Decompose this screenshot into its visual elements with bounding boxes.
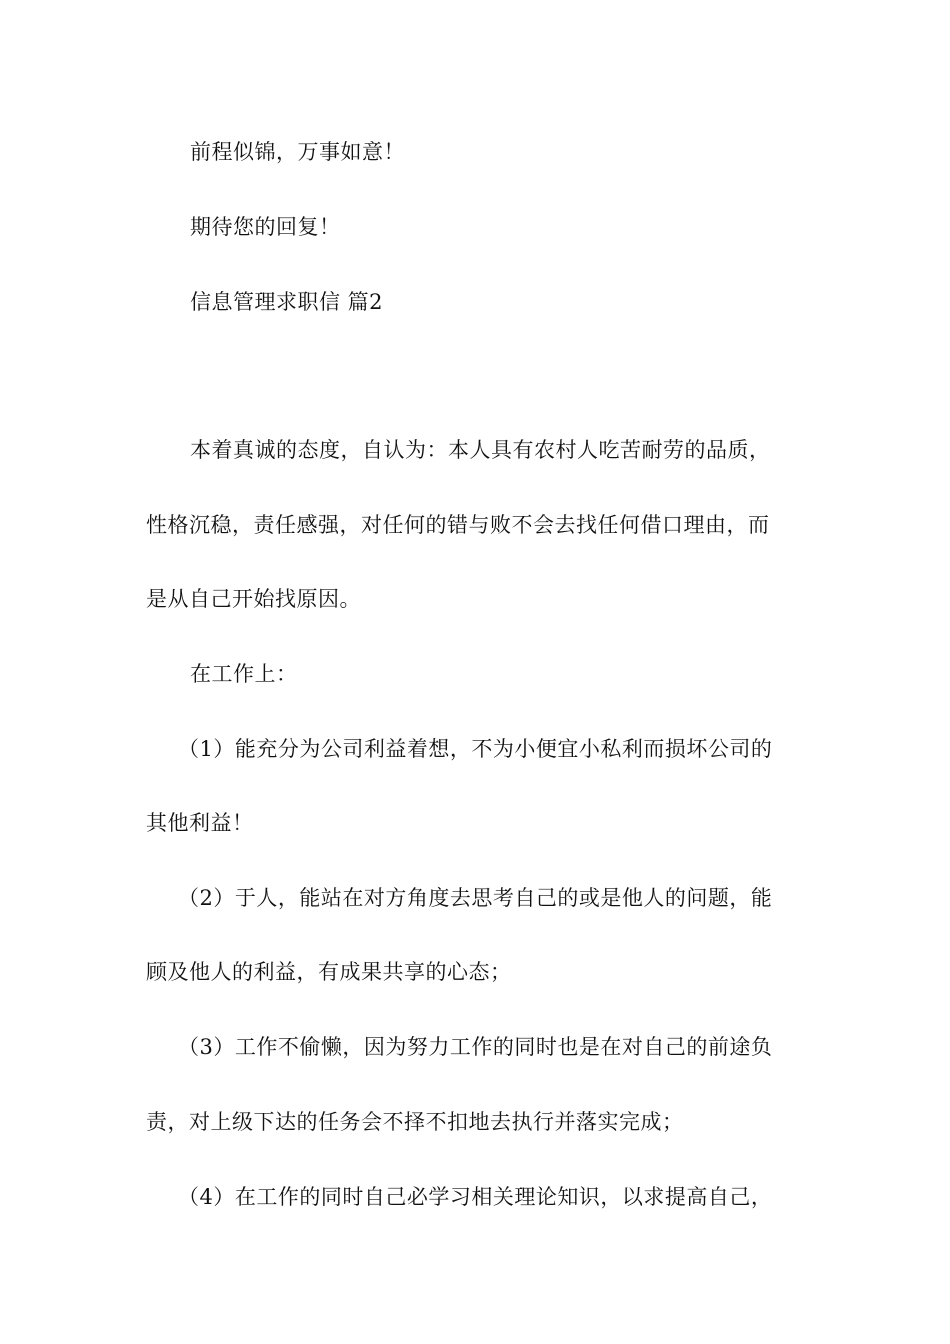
list-item-line: 责，对上级下达的任务会不择不扣地去执行并落实完成； [146,1110,684,1134]
list-item-line: （4）在工作的同时自己必学习相关理论知识，以求提高自己， [178,1185,773,1209]
paragraph-line: 在工作上： [190,662,298,686]
closing-line: 期待您的回复！ [190,215,341,239]
section-heading: 信息管理求职信 篇2 [190,290,384,314]
list-item-line: 顾及他人的利益，有成果共享的心态； [146,960,512,984]
paragraph-line: 是从自己开始找原因。 [146,587,361,611]
paragraph-line: 本着真诚的态度，自认为：本人具有农村人吃苦耐劳的品质， [190,438,771,462]
list-item-line: （2）于人，能站在对方角度去思考自己的或是他人的问题，能 [178,886,773,910]
closing-line: 前程似锦，万事如意！ [190,140,405,164]
list-item-line: （1）能充分为公司利益着想，不为小便宜小私利而损坏公司的 [178,737,773,761]
paragraph-line: 性格沉稳，责任感强，对任何的错与败不会去找任何借口理由，而 [146,513,770,537]
list-item-line: （3）工作不偷懒，因为努力工作的同时也是在对自己的前途负 [178,1035,773,1059]
list-item-line: 其他利益！ [146,811,254,835]
